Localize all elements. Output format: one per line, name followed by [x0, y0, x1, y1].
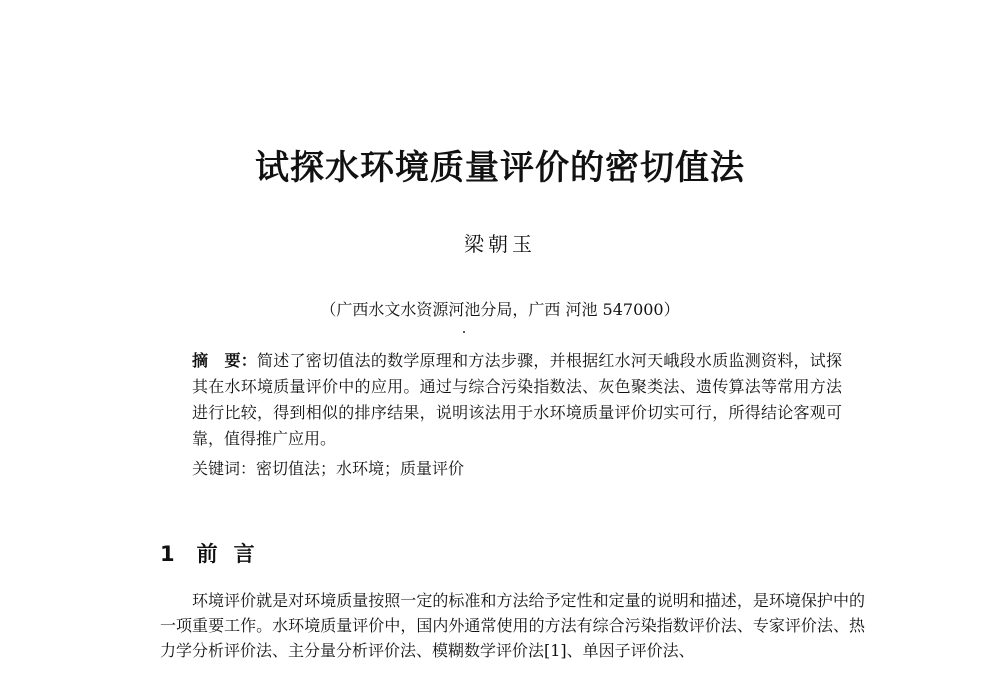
- section-number: 1: [160, 542, 175, 566]
- section-heading: [160, 538, 271, 568]
- keywords-block: [192, 456, 842, 482]
- body-paragraph: 环境评价就是对环境质量按照一定的标准和方法给予定性和定量的说明和描述，是环境保护中的一项重要工作。水环境质量评价中，国内外通常使用的方法有综合污染指数评价法、专家评价法、热力学分析评价法、主分量分析评价法、模糊数学评价法[1]、单因子评价法、: [160, 591, 865, 660]
- keywords-text: 密切值法；水环境；质量评价: [256, 459, 465, 478]
- abstract-label: 摘 要：: [192, 351, 258, 370]
- abstract-block: [192, 348, 842, 452]
- author-affiliation: （广西水文水资源河池分局，广西 河池 547000）: [320, 300, 680, 319]
- scan-dot: [463, 331, 465, 333]
- abstract-text: 简述了密切值法的数学原理和方法步骤，并根据红水河天峨段水质监测资料，试探其在水环境质量评价中的应用。通过与综合污染指数法、灰色聚类法、遗传算法等常用方法进行比较，得到相似的排序结果，说明该法用于水环境质量评价切实可行，所得结论客观可靠，值得推广应用。: [192, 351, 842, 448]
- keywords-label: 关键词：: [192, 459, 257, 478]
- section-title: 前言: [196, 542, 271, 566]
- paper-title: 试探水环境质量评价的密切值法: [255, 148, 745, 188]
- author-name: 梁朝玉: [464, 232, 536, 256]
